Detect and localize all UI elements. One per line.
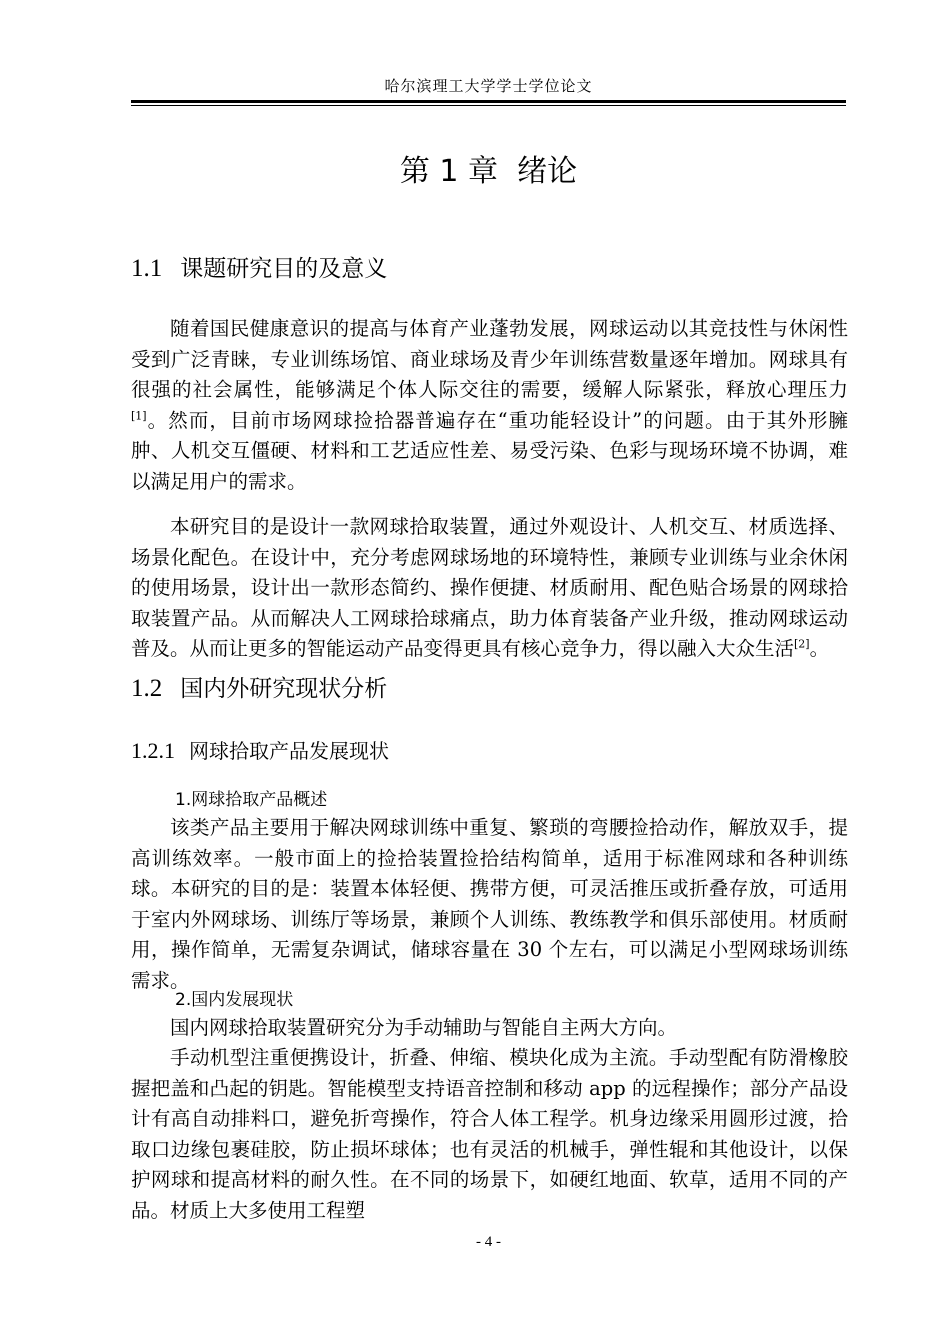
section-title: 网球拾取产品发展现状	[189, 739, 389, 763]
header-rule-thick	[131, 100, 846, 103]
paragraph-objective	[131, 512, 848, 665]
header-rule-thin	[131, 105, 846, 106]
citation-1: [1]	[131, 409, 147, 422]
chapter-number: 第 1 章	[399, 154, 499, 189]
section-number: 1.2.1	[131, 738, 175, 763]
section-number: 1.2	[131, 675, 163, 702]
subheading-overview: 1.网球拾取产品概述	[175, 790, 328, 810]
section-title: 国内外研究现状分析	[180, 676, 388, 702]
paragraph-domestic-intro: 国内网球拾取装置研究分为手动辅助与智能自主两大方向。	[170, 1016, 678, 1039]
subheading-domestic: 2.国内发展现状	[175, 990, 294, 1010]
chapter-title: 绪论	[517, 154, 578, 189]
paragraph-overview: 该类产品主要用于解决网球训练中重复、繁琐的弯腰捡拾动作，解放双手，提高训练效率。一般市面上的捡拾装置捡拾结构简单，适用于标准网球和各种训练球。本研究的目的是：装置本体轻便、携带方便，可灵活推压或折叠存放，可适用于室内外网球场、训练厅等场景，兼顾个人训练、教练教学和俱乐部使用。材质耐用，操作简单，无需复杂调试，储球容量在 30 个左右，可以满足小型网球场训练需求。	[131, 816, 848, 992]
section-heading-1-1	[131, 252, 387, 286]
chapter-heading	[131, 150, 846, 194]
section-heading-1-2-1	[131, 736, 389, 766]
paragraph-text: 。	[809, 637, 830, 660]
section-number: 1.1	[131, 255, 163, 282]
paragraph-text: 本研究目的是设计一款网球拾取装置，通过外观设计、人机交互、材质选择、场景化配色。在设计中，充分考虑网球场地的环境特性，兼顾专业训练与业余休闲的使用场景，设计出一款形态简约、操作便捷、材质耐用、配色贴合场景的网球拾取装置产品。从而解决人工网球拾球痛点，助力体育装备产业升级，推动网球运动普及。从而让更多的智能运动产品变得更具有核心竞争力，得以融入大众生活	[131, 515, 848, 660]
paragraph-purpose	[131, 314, 848, 497]
paragraph-text: 。然而，目前市场网球捡拾器普遍存在“重功能轻设计”的问题。由于其外形臃肿、人机交互僵硬、材料和工艺适应性差、易受污染、色彩与现场环境不协调，难以满足用户的需求。	[131, 408, 848, 493]
paragraph-manual-models: 手动机型注重便携设计，折叠、伸缩、模块化成为主流。手动型配有防滑橡胶握把盖和凸起的钥匙。智能模型支持语音控制和移动 app 的远程操作；部分产品设计有高自动排料口，避免折弯操作，符合人体工程学。机身边缘采用圆形过渡，拾取口边缘包裹硅胶，防止损坏球体；也有灵活的机械手，弹性辊和其他设计，以保护网球和提高材料的耐久性。在不同的场景下，如硬红地面、软草，适用不同的产品。材质上大多使用工程塑	[131, 1046, 848, 1222]
section-title: 课题研究目的及意义	[180, 256, 388, 282]
paragraph-text: 随着国民健康意识的提高与体育产业蓬勃发展，网球运动以其竞技性与休闲性受到广泛青睐，专业训练场馆、商业球场及青少年训练营数量逐年增加。网球具有很强的社会属性，能够满足个体人际交往的需要，缓解人际紧张，释放心理压力	[131, 317, 848, 401]
section-heading-1-2	[131, 672, 387, 706]
running-header: 哈尔滨理工大学学士学位论文	[384, 77, 593, 95]
citation-2: [2]	[794, 637, 810, 651]
page-number: - 4 -	[476, 1234, 501, 1250]
